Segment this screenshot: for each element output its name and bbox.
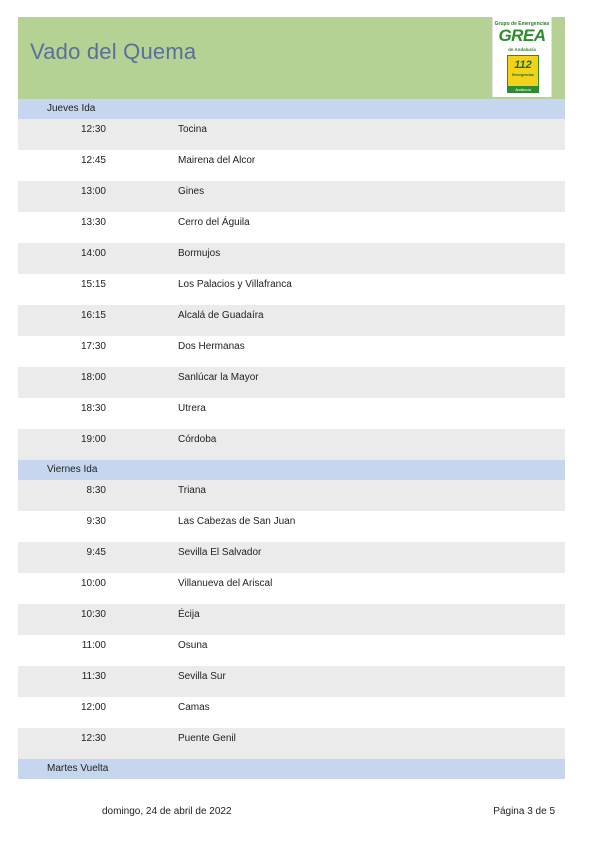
section-header	[18, 460, 565, 480]
row-time: 18:00	[80, 372, 106, 383]
row-place: Bormujos	[178, 248, 221, 259]
row-time: 12:30	[80, 733, 106, 744]
table-row	[18, 367, 565, 398]
row-place: Villanueva del Ariscal	[178, 578, 273, 589]
row-place: Mairena del Alcor	[178, 155, 256, 166]
table-row	[18, 181, 565, 212]
row-place: Triana	[178, 485, 206, 496]
row-place: Dos Hermanas	[178, 341, 245, 352]
row-time: 9:45	[86, 547, 106, 558]
page-title: Vado del Quema	[30, 39, 197, 64]
row-place: Tocina	[178, 124, 207, 135]
row-time: 11:30	[81, 671, 106, 682]
emergency-112-icon	[507, 55, 539, 87]
section-header	[18, 759, 565, 779]
table-row	[18, 305, 565, 336]
row-place: Gines	[178, 186, 205, 197]
table-row	[18, 480, 565, 511]
row-place: Las Cabezas de San Juan	[178, 516, 296, 527]
row-time: 12:45	[80, 155, 106, 166]
row-place: Córdoba	[178, 434, 217, 445]
row-place: Osuna	[178, 640, 208, 651]
row-place: Los Palacios y Villafranca	[178, 279, 292, 290]
row-time: 11:00	[81, 640, 106, 651]
table-row	[18, 274, 565, 305]
row-time: 12:00	[80, 702, 106, 713]
table-row	[18, 635, 565, 666]
table-row	[18, 511, 565, 542]
section-label: Martes Vuelta	[47, 763, 109, 774]
table-row	[18, 666, 565, 697]
table-row	[18, 604, 565, 635]
row-place: Cerro del Águila	[178, 217, 250, 228]
row-place: Sevilla El Salvador	[178, 547, 262, 558]
logo-sub-text: de Andalucía	[508, 47, 536, 52]
row-place: Sevilla Sur	[178, 671, 226, 682]
grea-logo	[492, 17, 552, 97]
row-time: 13:30	[80, 217, 106, 228]
table-row	[18, 398, 565, 429]
row-time: 15:15	[80, 279, 106, 290]
row-time: 10:30	[80, 609, 106, 620]
row-time: 17:30	[80, 341, 106, 352]
row-place: Puente Genil	[178, 733, 236, 744]
table-row	[18, 429, 565, 460]
row-place: Sanlúcar la Mayor	[178, 372, 259, 383]
table-row	[18, 542, 565, 573]
table-row	[18, 150, 565, 181]
logo-bar: Andalucía	[507, 87, 539, 93]
table-row	[18, 697, 565, 728]
section-label: Jueves Ida	[47, 103, 96, 114]
logo-top-text: Grupo de Emergencias	[494, 21, 550, 27]
row-place: Écija	[178, 609, 200, 620]
logo-112-number: 112	[514, 59, 532, 71]
section-label: Viernes Ida	[47, 464, 98, 475]
footer-page-number: Página 3 de 5	[493, 806, 555, 817]
row-time: 16:15	[80, 310, 106, 321]
table-row	[18, 336, 565, 367]
row-place: Camas	[178, 702, 210, 713]
row-time: 10:00	[80, 578, 106, 589]
row-time: 13:00	[80, 186, 106, 197]
row-time: 12:30	[80, 124, 106, 135]
table-row	[18, 728, 565, 759]
row-time: 18:30	[80, 403, 106, 414]
row-time: 9:30	[86, 516, 106, 527]
section-header	[18, 99, 565, 119]
logo-112-sub-text: Emergencias	[512, 73, 534, 77]
row-time: 19:00	[80, 434, 106, 445]
footer-date: domingo, 24 de abril de 2022	[102, 806, 232, 817]
row-time: 14:00	[80, 248, 106, 259]
table-row	[18, 573, 565, 604]
page-header	[18, 17, 565, 99]
row-place: Alcalá de Guadaíra	[178, 310, 264, 321]
row-place: Utrera	[178, 403, 206, 414]
row-time: 8:30	[86, 485, 106, 496]
logo-name: GREA	[498, 26, 546, 45]
table-row	[18, 243, 565, 274]
table-row	[18, 212, 565, 243]
table-row	[18, 119, 565, 150]
